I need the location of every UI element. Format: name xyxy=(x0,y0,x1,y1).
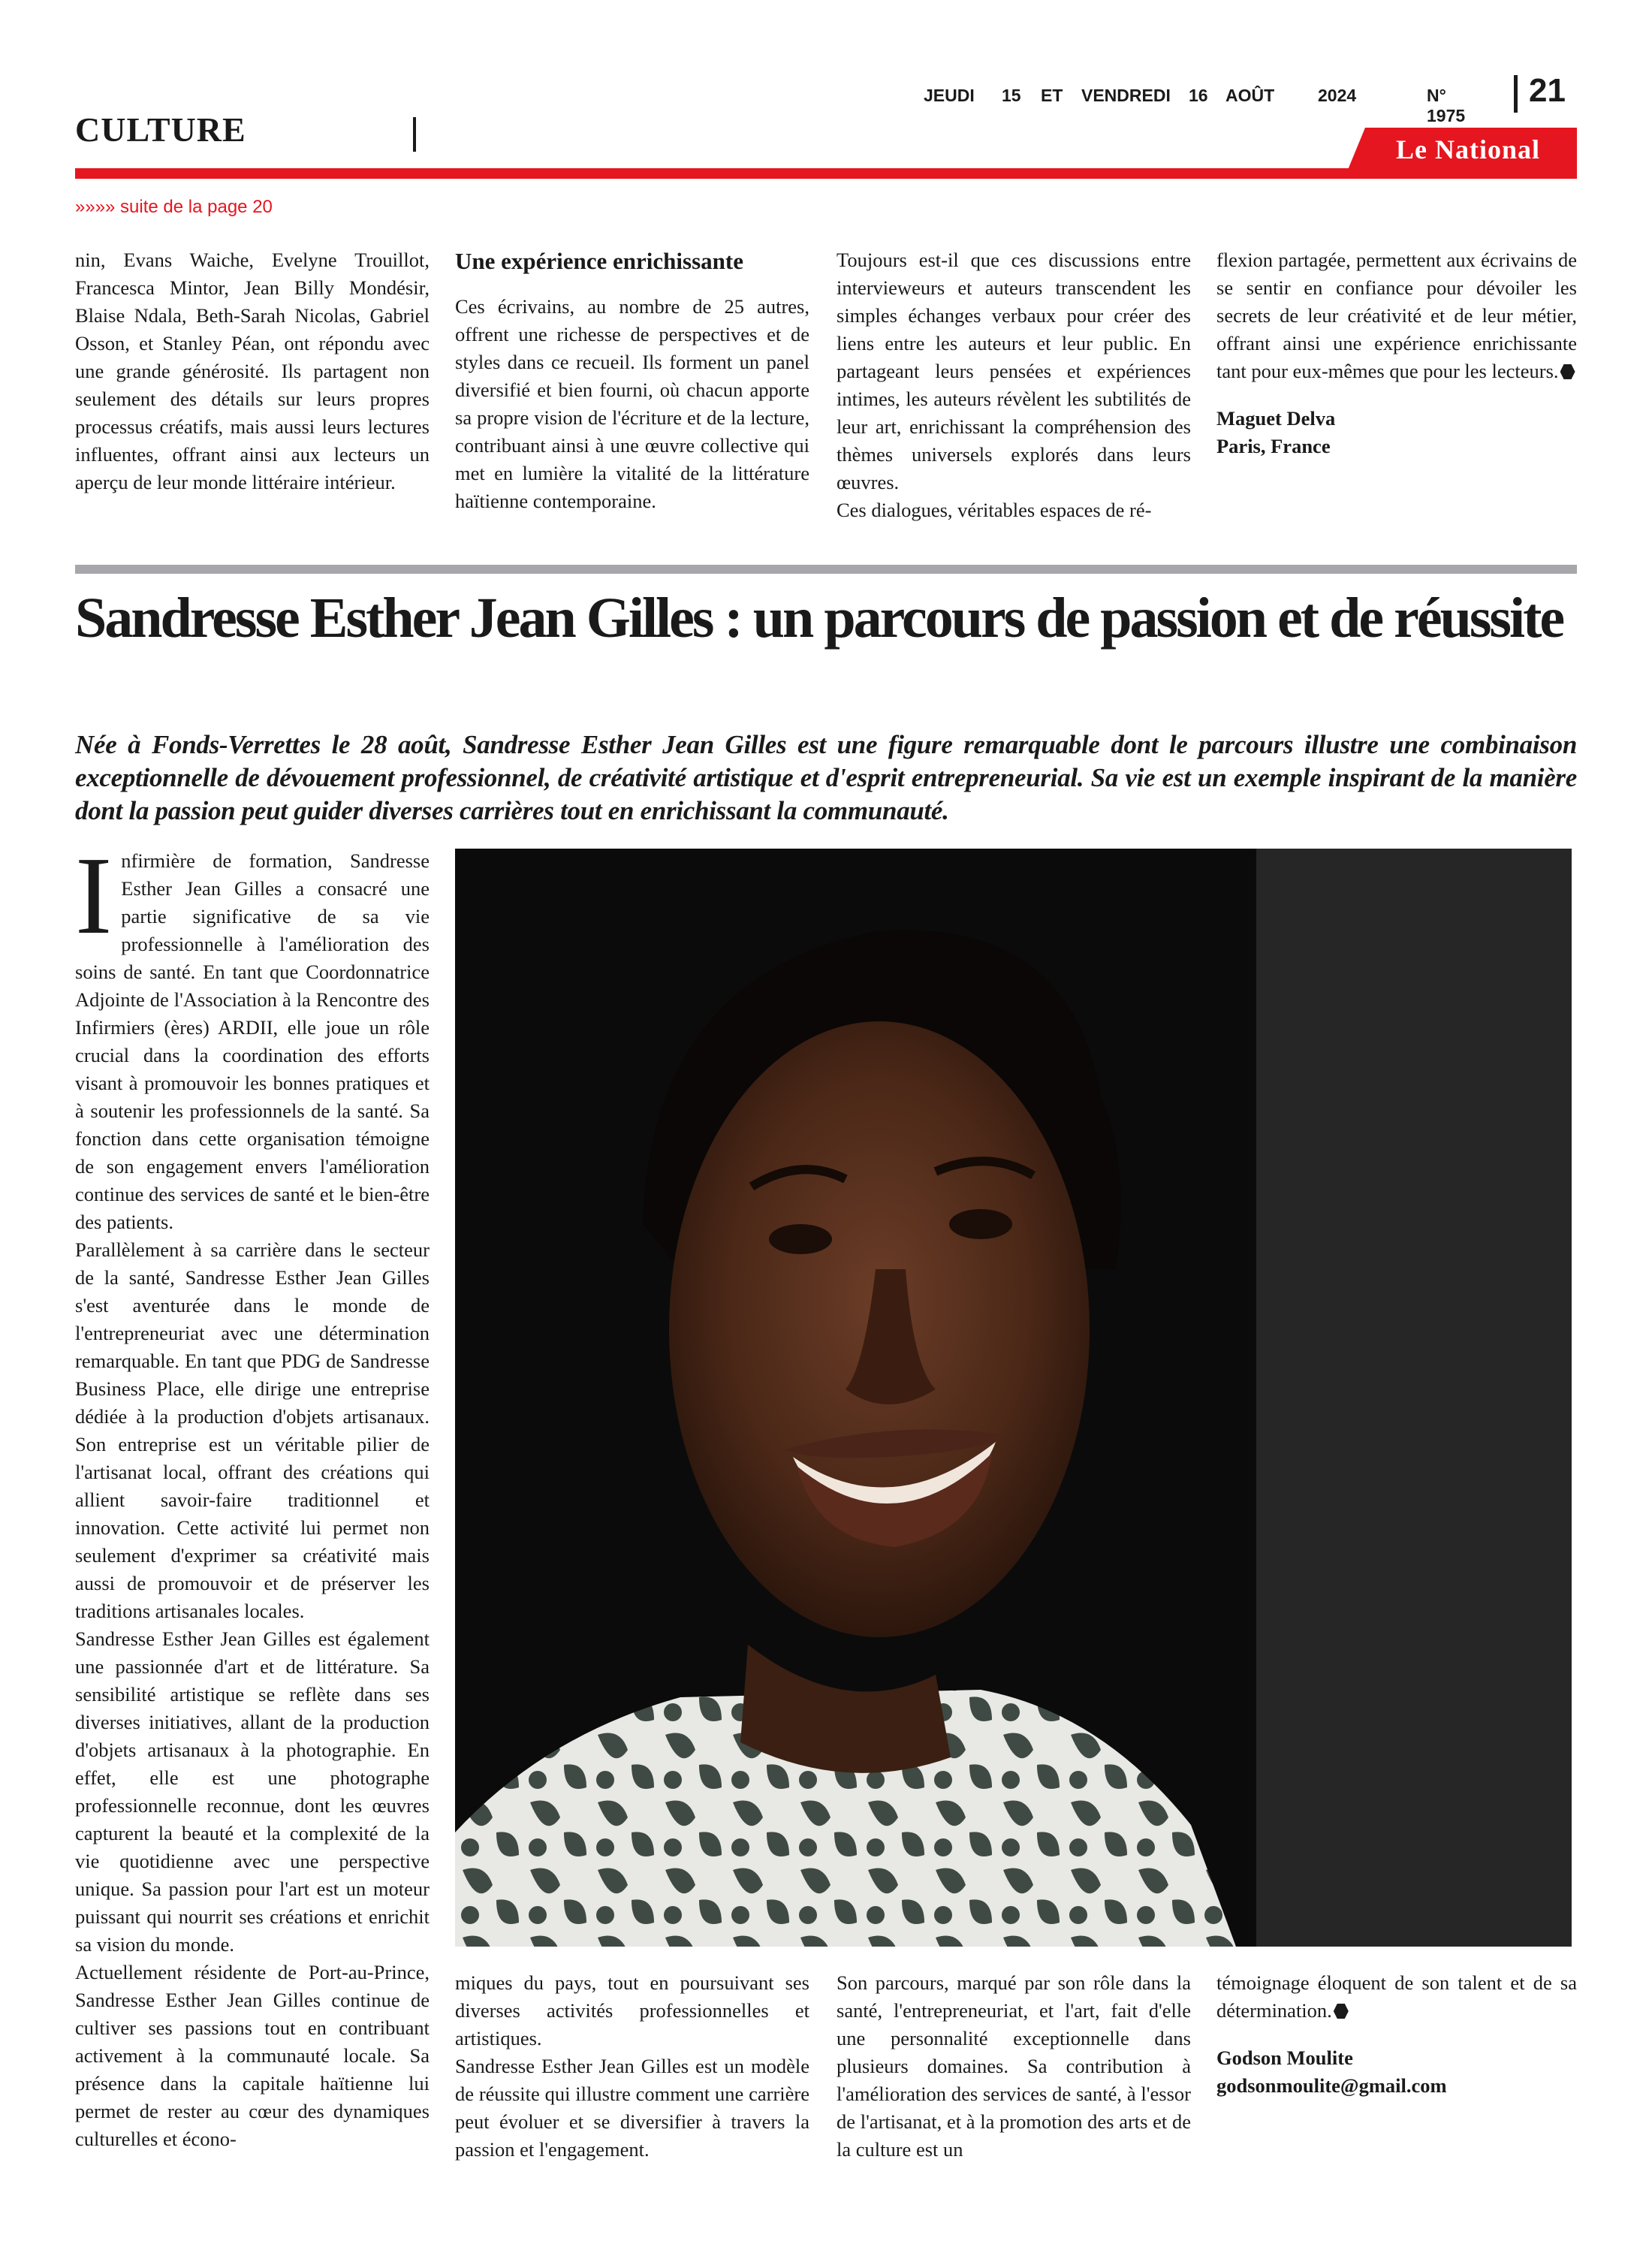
paragraph: Parallèlement à sa carrière dans le secteur de la santé, Sandresse Esther Jean Gilles s'est aventurée dans le monde de l'entrepreneuriat avec une détermination remarquable. En tant que PDG de Sandresse Business Place, elle dirige une entreprise dédiée à la production d'objets artisanaux. Son entreprise est un véritable pilier de l'artisanat local, offrant des créations qui allient savoir-faire traditionnel et innovation. Cette activité lui permet non seulement d'exprimer sa créativité mais aussi de promouvoir et de préserver les traditions artisanales locales. xyxy=(75,1238,430,1622)
author-name: Godson Moulite xyxy=(1216,2046,1353,2069)
top-article-column-2 xyxy=(455,246,809,515)
subheading: Une expérience enrichissante xyxy=(455,248,743,274)
page-number-divider xyxy=(1514,75,1518,113)
date-day-2: 16 xyxy=(1189,86,1208,105)
paragraph: Ces dialogues, véritables espaces de ré- xyxy=(837,499,1152,521)
main-article-column-2 xyxy=(455,1969,809,2164)
paragraph: Toujours est-il que ces discussions entre intervieweurs et auteurs transcendent les simples échanges verbaux pour créer des liens entre les auteurs et leur public. En partageant leurs pensées et expériences intimes, les auteurs révèlent les subtilités de leur art, enrichissant la compréhension des thèmes universels explorés dans leurs œuvres. xyxy=(837,249,1191,493)
paragraph: miques du pays, tout en poursuivant ses diverses activités professionnelles et artistiques. xyxy=(455,1971,809,2049)
date-day-1: 15 xyxy=(1002,86,1021,105)
article-headline: Sandresse Esther Jean Gilles : un parcours de passion et de réussite xyxy=(75,587,1563,650)
brand-name: Le National xyxy=(1395,134,1540,164)
portrait-photo xyxy=(455,849,1572,1947)
date-conjunction: ET xyxy=(1041,86,1063,105)
paragraph xyxy=(75,834,430,1236)
portrait-illustration xyxy=(455,849,1572,1947)
paragraph: Sandresse Esther Jean Gilles est un modèle de réussite qui illustre comment une carrière peut évoluer et se diversifier à travers la passion et l'engagement. xyxy=(455,2055,809,2161)
continued-from-label: »»»» suite de la page 20 xyxy=(75,197,273,217)
paragraph: nin, Evans Waiche, Evelyne Trouillot, Francesca Mintor, Jean Billy Mondésir, Blaise Ndala, Beth-Sarah Nicolas, Gabriel Osson, et Stanley Péan, ont répondu avec une grande générosité. Ils partagent non seulement des détails sur leurs propres processus créatifs, mais aussi leurs lectures influentes, offrant ainsi aux lecteurs un aperçu de leur monde littéraire intérieur. xyxy=(75,249,430,493)
paragraph: Son parcours, marqué par son rôle dans la santé, l'entrepreneuriat, et l'art, fait d'elle une personnalité exceptionnelle dans plusieurs domaines. Sa contribution à l'amélioration des services de santé, à l'essor de l'artisanat, et à la promotion des arts et de la culture est un xyxy=(837,1971,1191,2161)
end-mark-icon xyxy=(1560,364,1575,379)
main-article-column-1 xyxy=(75,834,430,2153)
main-article-column-4 xyxy=(1216,1969,1577,2100)
date-line xyxy=(811,86,1487,125)
date-year: 2024 xyxy=(1318,86,1357,105)
date-weekday-2: VENDREDI xyxy=(1081,86,1171,105)
author-email[interactable]: godsonmoulite@gmail.com xyxy=(1216,2074,1447,2097)
paragraph: Ces écrivains, au nombre de 25 autres, offrent une richesse de perspectives et de styles dans ce recueil. Ils forment un panel diversifié et bien fourni, où chacun apporte sa propre vision de l'écriture et de la lecture, contribuant ainsi à une œuvre collective qui met en lumière la vitalité de la littérature haïtienne contemporaine. xyxy=(455,295,809,512)
date-weekday-1: JEUDI xyxy=(924,86,975,105)
paragraph-text: flexion partagée, permettent aux écrivains de se sentir en confiance pour dévoiler les secrets de leur créativité et de leur métier, offrant ainsi une expérience enrichissante tant pour eux-mêmes que pour les lecteurs. xyxy=(1216,249,1577,382)
paragraph: Actuellement résidente de Port-au-Prince, Sandresse Esther Jean Gilles continue de cultiver ses passions tout en contribuant activement à la communauté locale. Sa présence dans la capitale haïtienne lui permet de rester au cœur des dynamiques culturelles et écono- xyxy=(75,1961,430,2150)
article-separator xyxy=(75,565,1577,574)
date-month: AOÛT xyxy=(1225,86,1275,105)
spacer xyxy=(1216,385,1577,405)
article-standfirst: Née à Fonds-Verrettes le 28 août, Sandresse Esther Jean Gilles est une figure remarquable dont le parcours illustre une combinaison exceptionnelle de dévouement professionnel, de créativité artistique et d'esprit entrepreneurial. Sa vie est un exemple inspirant de la manière dont la passion peut guider diverses carrières tout en enrichissant la communauté. xyxy=(75,730,1577,825)
main-article-column-3 xyxy=(837,1969,1191,2164)
page-number: 21 xyxy=(1529,72,1566,109)
top-article-column-4 xyxy=(1216,246,1577,460)
paragraph xyxy=(1216,246,1577,385)
paragraph xyxy=(1216,1969,1577,2025)
section-label: CULTURE xyxy=(75,110,246,149)
paragraph: Sandresse Esther Jean Gilles est également une passionnée d'art et de littérature. Sa sensibilité artistique se reflète dans ses diverses initiatives, allant de la production d'objets artisanaux à la photographie. En effet, elle est une photographe professionnelle reconnue, dont les œuvres capturent la beauté et la complexité de la vie quotidienne avec une perspective unique. Sa passion pour l'art est un moteur puissant qui nourrit ses créations et enrichit sa vision du monde. xyxy=(75,1627,430,1956)
author-location: Paris, France xyxy=(1216,435,1331,457)
paragraph-text: témoignage éloquent de son talent et de sa détermination. xyxy=(1216,1971,1577,2022)
issue-number: N° 1975 xyxy=(1427,86,1466,125)
spacer xyxy=(1216,2025,1577,2044)
end-mark-icon xyxy=(1334,2004,1349,2019)
section-divider xyxy=(413,117,416,152)
drop-cap: I xyxy=(75,834,113,958)
paragraph-text: nfirmière de formation, Sandresse Esther Jean Gilles a consacré une partie significative de sa vie professionnelle à l'amélioration des soins de santé. En tant que Coordonnatrice Adjointe de l'Association à la Rencontre des Infirmiers (ères) ARDII, elle joue un rôle crucial dans la coordination des efforts visant à promouvoir les bonnes pratiques et à soutenir les professionnels de la santé. Sa fonction dans cette organisation témoigne de son engagement envers l'amélioration continue des services de santé et le bien-être des patients. xyxy=(75,849,430,1233)
top-article-column-3 xyxy=(837,246,1191,524)
author-name: Maguet Delva xyxy=(1216,407,1336,430)
top-article-column-1 xyxy=(75,246,430,496)
